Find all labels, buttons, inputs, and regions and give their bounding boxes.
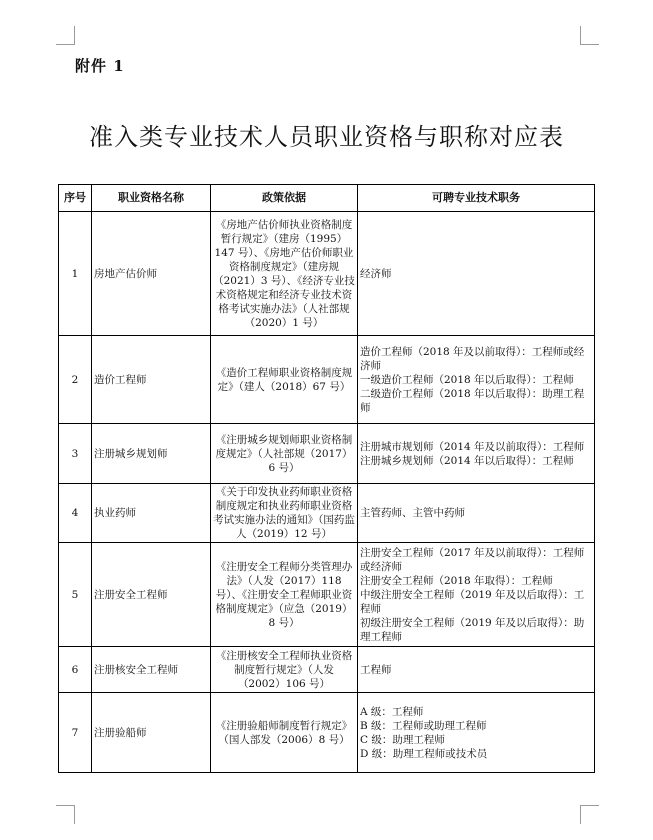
page-corner-mark [56,26,75,45]
row-number: 3 [59,424,92,484]
row-number: 1 [59,212,92,336]
job-line: B 级：工程师或助理工程师 [360,719,487,732]
qualification-table [58,184,595,773]
table-row [59,647,595,693]
job-titles [358,484,595,543]
table-row [59,212,595,336]
policy-basis: 《注册核安全工程师执业资格制度暂行规定》（人发（2002）106 号） [211,647,358,693]
job-line: 注册安全工程师（2018 年取得）：工程师 [360,574,553,587]
policy-basis: 《注册安全工程师分类管理办法》（人发（2017）118 号）、《注册安全工程师职业资格制度规定》（应急（2019）8 号） [211,543,358,647]
policy-basis: 《房地产估价师执业资格制度暂行规定》（建房（1995）147 号）、《房地产估价师职业资格制度规定》（建房规（2021）3 号）、《经济专业技术资格规定和经济专业技术资格考试实施办法》（人社部规（2020）1 号） [211,212,358,336]
column-header-no: 序号 [59,185,92,212]
job-titles [358,336,595,424]
table-row [59,693,595,773]
table-row [59,424,595,484]
row-number: 4 [59,484,92,543]
job-titles [358,424,595,484]
job-line: 主管药师、主管中药师 [360,507,465,519]
table-row [59,484,595,543]
column-header-jobs: 可聘专业技术职务 [358,185,595,212]
page-corner-mark [580,26,599,45]
policy-basis: 《注册城乡规划师职业资格制度规定》（人社部规（2017）6 号） [211,424,358,484]
column-header-policy: 政策依据 [211,185,358,212]
job-titles [358,212,595,336]
job-line: 一级造价工程师（2018 年以后取得）：工程师 [360,373,574,386]
qualification-name: 造价工程师 [92,336,211,424]
row-number: 5 [59,543,92,647]
policy-basis: 《关于印发执业药师职业资格制度规定和执业药师职业资格考试实施办法的通知》（国药监人（2019）12 号） [211,484,358,543]
job-line: A 级：工程师 [360,705,424,718]
job-line: 中级注册安全工程师（2019 年及以后取得）：工程师 [360,588,585,615]
qualification-name: 执业药师 [92,484,211,543]
qualification-name: 注册核安全工程师 [92,647,211,693]
qualification-name: 注册城乡规划师 [92,424,211,484]
job-titles [358,647,595,693]
job-titles [358,543,595,647]
row-number: 6 [59,647,92,693]
page-corner-mark [580,805,599,824]
job-line: 初级注册安全工程师（2019 年及以后取得）：助理工程师 [360,616,585,643]
qualification-name: 房地产估价师 [92,212,211,336]
job-titles [358,693,595,773]
job-line: D 级：助理工程师或技术员 [360,747,488,760]
page-corner-mark [56,805,75,824]
table-header-row [59,185,595,212]
column-header-name: 职业资格名称 [92,185,211,212]
table-row [59,543,595,647]
table-row [59,336,595,424]
job-line: 注册城市规划师（2014 年及以前取得）：工程师 [360,440,585,453]
job-line: C 级：助理工程师 [360,733,445,746]
job-line: 工程师 [360,663,392,676]
job-line: 注册安全工程师（2017 年及以前取得）：工程师或经济师 [360,546,585,573]
job-line: 注册城乡规划师（2014 年以后取得）：工程师 [360,454,574,467]
page-title: 准入类专业技术人员职业资格与职称对应表 [89,123,564,151]
policy-basis: 《造价工程师职业资格制度规定》（建人（2018）67 号） [211,336,358,424]
job-line: 造价工程师（2018 年及以前取得）：工程师或经济师 [360,345,585,372]
job-line: 二级造价工程师（2018 年以后取得）：助理工程师 [360,387,585,414]
row-number: 2 [59,336,92,424]
qualification-name: 注册安全工程师 [92,543,211,647]
job-line: 经济师 [360,267,392,280]
row-number: 7 [59,693,92,773]
attachment-label: 附件 1 [75,57,125,75]
qualification-name: 注册验船师 [92,693,211,773]
policy-basis: 《注册验船师制度暂行规定》（国人部发（2006）8 号） [211,693,358,773]
